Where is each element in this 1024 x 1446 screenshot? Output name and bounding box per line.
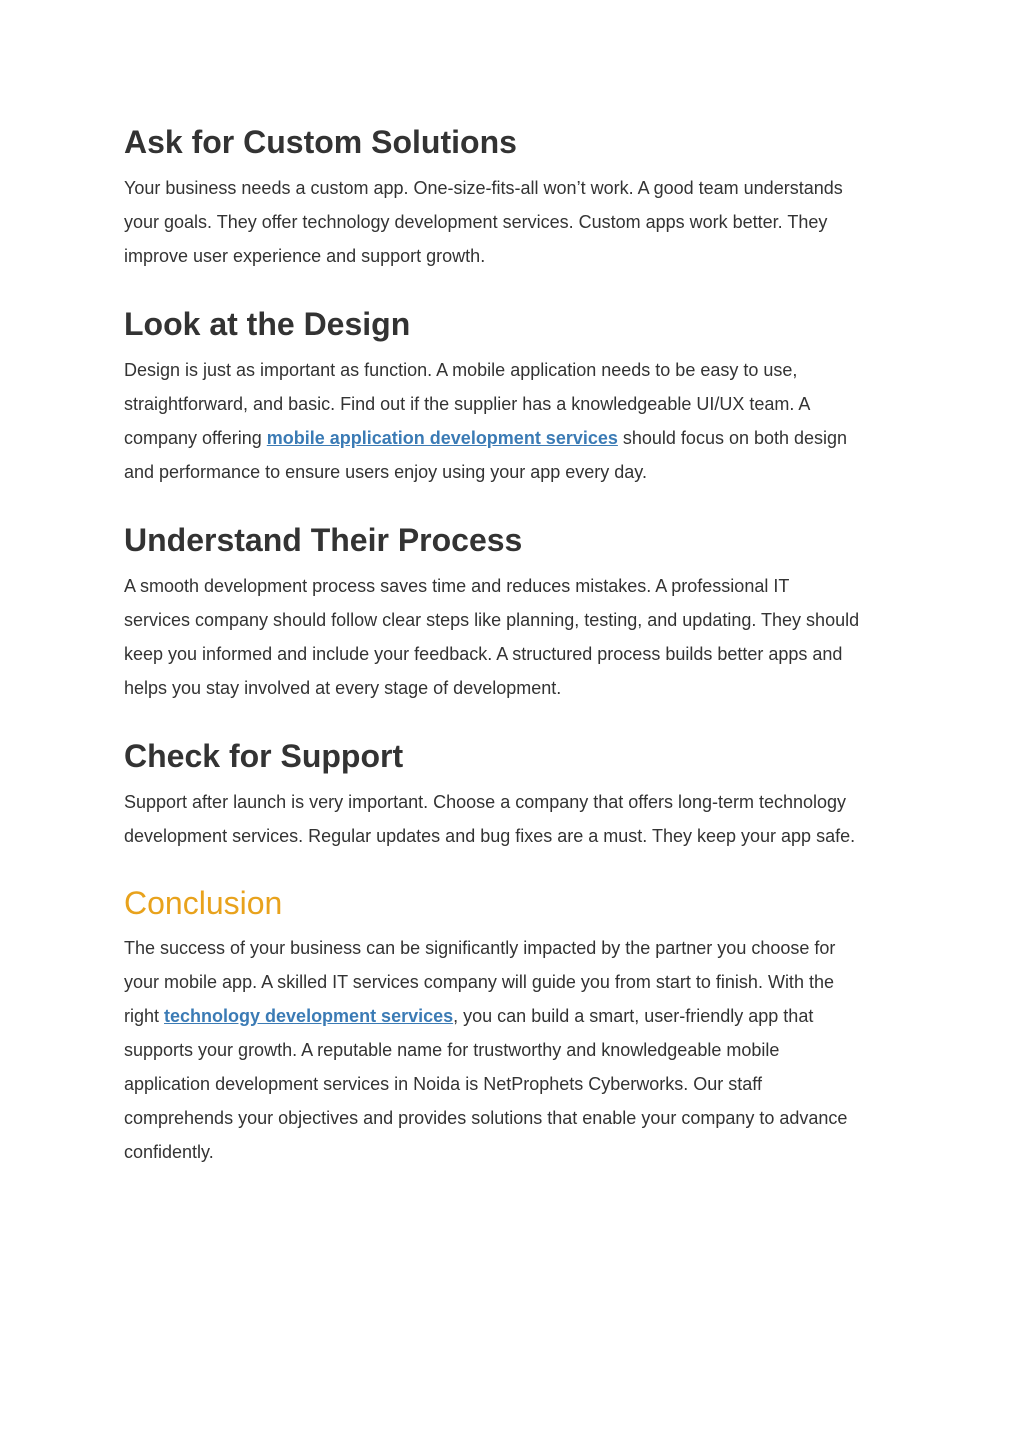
paragraph-line: keep you informed and include your feedback. A structured process builds better apps and bbox=[124, 644, 843, 664]
paragraph-line: confidently. bbox=[124, 1142, 214, 1162]
paragraph-line: application development services in Noida is NetProphets Cyberworks. Our staff bbox=[124, 1074, 762, 1094]
paragraph-line: and performance to ensure users enjoy using your app every day. bbox=[124, 462, 647, 482]
text-segment: right bbox=[124, 1006, 165, 1026]
paragraph-line bbox=[124, 421, 914, 455]
paragraph-line: straightforward, and basic. Find out if the supplier has a knowledgeable UI/UX team. A bbox=[124, 394, 811, 414]
section-paragraph bbox=[124, 171, 914, 273]
paragraph-line: services company should follow clear steps like planning, testing, and updating. They should bbox=[124, 610, 860, 630]
paragraph-line: your mobile app. A skilled IT services company will guide you from start to finish. With the bbox=[124, 972, 834, 992]
paragraph-line: Design is just as important as function. A mobile application needs to be easy to use, bbox=[124, 360, 798, 380]
paragraph-line: comprehends your objectives and provides solutions that enable your company to advance bbox=[124, 1108, 848, 1128]
text-segment: , you can build a smart, user-friendly app that bbox=[453, 1006, 814, 1026]
section-paragraph bbox=[124, 569, 914, 705]
conclusion-heading: Conclusion bbox=[124, 885, 283, 921]
paragraph-line bbox=[124, 999, 914, 1033]
paragraph-line: your goals. They offer technology development services. Custom apps work better. They bbox=[124, 212, 828, 232]
technology-dev-services-link[interactable]: technology development services bbox=[164, 1006, 454, 1026]
paragraph-line: improve user experience and support growth. bbox=[124, 246, 486, 266]
paragraph-line: supports your growth. A reputable name for trustworthy and knowledgeable mobile bbox=[124, 1040, 780, 1060]
paragraph-line: helps you stay involved at every stage of development. bbox=[124, 678, 562, 698]
section-paragraph bbox=[124, 353, 914, 489]
section-heading: Check for Support bbox=[124, 738, 404, 774]
paragraph-line: development services. Regular updates and bug fixes are a must. They keep your app safe. bbox=[124, 826, 856, 846]
section-paragraph bbox=[124, 785, 914, 853]
paragraph-line: A smooth development process saves time and reduces mistakes. A professional IT bbox=[124, 576, 790, 596]
text-segment: should focus on both design bbox=[617, 428, 848, 448]
mobile-app-dev-services-link[interactable]: mobile application development services bbox=[266, 428, 618, 448]
text-segment: company offering bbox=[124, 428, 267, 448]
paragraph-line: The success of your business can be significantly impacted by the partner you choose for bbox=[124, 938, 836, 958]
section-heading: Understand Their Process bbox=[124, 522, 523, 558]
section-heading: Look at the Design bbox=[124, 306, 411, 342]
paragraph-line: Support after launch is very important. Choose a company that offers long-term technology bbox=[124, 792, 847, 812]
paragraph-line: Your business needs a custom app. One-size-fits-all won’t work. A good team understands bbox=[124, 178, 843, 198]
section-heading: Ask for Custom Solutions bbox=[124, 124, 517, 160]
section-paragraph bbox=[124, 931, 914, 1169]
